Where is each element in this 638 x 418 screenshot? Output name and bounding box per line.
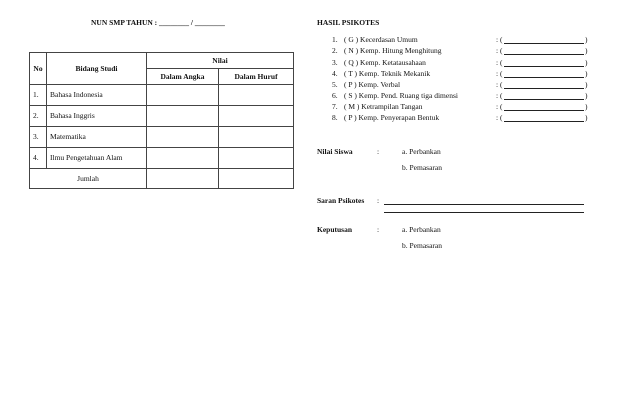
total-label: Jumlah [30, 169, 147, 189]
nilai-siswa-option-b[interactable]: b. Pemasaran [402, 163, 442, 172]
item-open: : ( [496, 91, 503, 100]
row-numeric[interactable] [147, 127, 219, 148]
item-label: ( N ) Kemp. Hitung Menghitung [344, 46, 442, 55]
item-blank[interactable] [504, 54, 584, 55]
item-blank[interactable] [504, 43, 584, 44]
row-no: 4. [30, 148, 47, 169]
item-number: 7. [332, 102, 338, 111]
saran-blank-line[interactable] [384, 212, 584, 213]
item-close: ) [585, 80, 588, 89]
keputusan-colon: : [377, 225, 380, 234]
list-item [332, 92, 632, 101]
item-number: 3. [332, 58, 338, 67]
header-subject: Bidang Studi [47, 53, 147, 85]
keputusan-option-b[interactable]: b. Pemasaran [402, 241, 442, 250]
total-words[interactable] [219, 169, 294, 189]
item-open: : ( [496, 35, 503, 44]
item-label: ( S ) Kemp. Pend. Ruang tiga dimensi [344, 91, 458, 100]
list-item [332, 36, 632, 45]
saran-label: Saran Psikotes [317, 196, 365, 205]
table-row [30, 85, 294, 106]
header-words: Dalam Huruf [219, 69, 294, 85]
row-no: 2. [30, 106, 47, 127]
saran-colon: : [377, 196, 380, 205]
psikotes-title: HASIL PSIKOTES [317, 18, 380, 27]
item-number: 8. [332, 113, 338, 122]
item-close: ) [585, 113, 588, 122]
item-number: 6. [332, 91, 338, 100]
item-blank[interactable] [504, 88, 584, 89]
list-item [332, 70, 632, 79]
row-words[interactable] [219, 85, 294, 106]
item-blank[interactable] [504, 110, 584, 111]
saran-blank-line[interactable] [384, 204, 584, 205]
row-words[interactable] [219, 148, 294, 169]
item-open: : ( [496, 69, 503, 78]
list-item [332, 114, 632, 123]
list-item [332, 81, 632, 90]
item-close: ) [585, 58, 588, 67]
item-label: ( P ) Kemp. Verbal [344, 80, 401, 89]
item-label: ( M ) Ketrampilan Tangan [344, 102, 423, 111]
row-no: 1. [30, 85, 47, 106]
header-grade: Nilai [147, 53, 294, 69]
item-close: ) [585, 46, 588, 55]
nun-title: NUN SMP TAHUN : ________ / ________ [91, 18, 225, 27]
list-item [332, 59, 632, 68]
nilai-siswa-colon: : [377, 147, 380, 156]
row-no: 3. [30, 127, 47, 148]
item-open: : ( [496, 80, 503, 89]
item-blank[interactable] [504, 121, 584, 122]
row-words[interactable] [219, 127, 294, 148]
nilai-siswa-label: Nilai Siswa [317, 147, 353, 156]
item-number: 5. [332, 80, 338, 89]
item-label: ( Q ) Kemp. Ketatausahaan [344, 58, 426, 67]
item-label: ( G ) Kecerdasan Umum [344, 35, 418, 44]
header-numeric: Dalam Angka [147, 69, 219, 85]
nilai-siswa-option-a[interactable]: a. Perbankan [402, 147, 441, 156]
item-close: ) [585, 69, 588, 78]
table-row [30, 127, 294, 148]
item-close: ) [585, 102, 588, 111]
row-subject: Ilmu Pengetahuan Alam [47, 148, 147, 169]
table-row [30, 148, 294, 169]
item-blank[interactable] [504, 77, 584, 78]
item-open: : ( [496, 58, 503, 67]
item-number: 1. [332, 35, 338, 44]
item-close: ) [585, 91, 588, 100]
row-words[interactable] [219, 106, 294, 127]
item-number: 2. [332, 46, 338, 55]
keputusan-label: Keputusan [317, 225, 353, 234]
row-numeric[interactable] [147, 85, 219, 106]
row-subject: Bahasa Inggris [47, 106, 147, 127]
item-blank[interactable] [504, 99, 584, 100]
item-open: : ( [496, 102, 503, 111]
item-number: 4. [332, 69, 338, 78]
item-open: : ( [496, 46, 503, 55]
item-label: ( P ) Kemp. Penyerapan Bentuk [344, 113, 440, 122]
nun-grades-table [29, 52, 294, 189]
keputusan-option-a[interactable]: a. Perbankan [402, 225, 441, 234]
item-open: : ( [496, 113, 503, 122]
table-row [30, 106, 294, 127]
item-label: ( T ) Kemp. Teknik Mekanik [344, 69, 431, 78]
row-numeric[interactable] [147, 148, 219, 169]
item-close: ) [585, 35, 588, 44]
row-subject: Matematika [47, 127, 147, 148]
list-item [332, 47, 632, 56]
header-no: No [30, 53, 47, 85]
item-blank[interactable] [504, 66, 584, 67]
list-item [332, 103, 632, 112]
total-numeric[interactable] [147, 169, 219, 189]
table-total-row [30, 169, 294, 189]
row-subject: Bahasa Indonesia [47, 85, 147, 106]
row-numeric[interactable] [147, 106, 219, 127]
